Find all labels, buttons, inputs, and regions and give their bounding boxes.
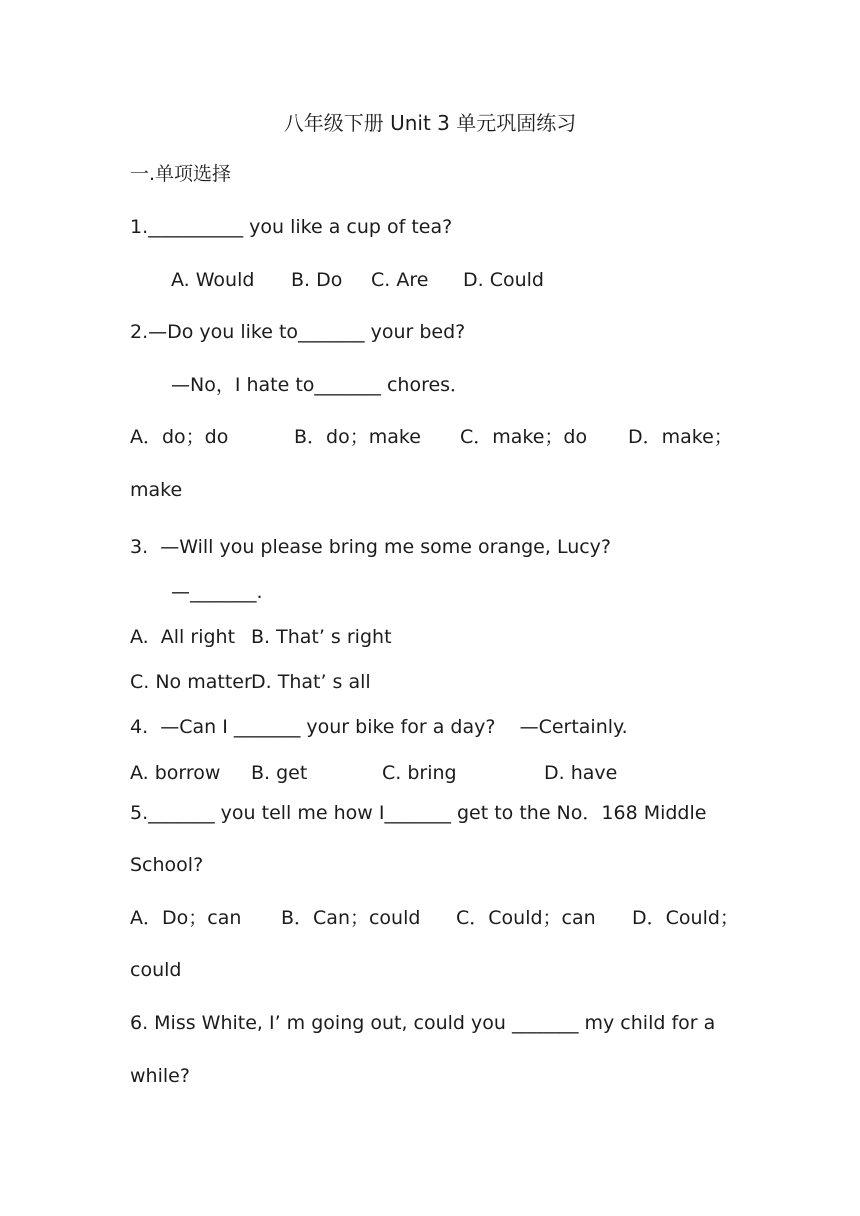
page-title: 八年级下册 Unit 3 单元巩固练习 — [283, 111, 577, 135]
question-3-option-a: A. All right — [130, 626, 236, 648]
question-2-option-a: A．do；do — [130, 426, 229, 448]
question-1-stem: 1.__________ you like a cup of tea? — [130, 216, 453, 238]
question-1-option-d: D. Could — [463, 269, 544, 291]
question-3-stem: 3. —Will you please bring me some orange, Lucy? — [130, 536, 612, 558]
question-2-reply: —No，I hate to_______ chores． — [171, 374, 470, 396]
question-6-stem-wrap: while? — [130, 1065, 190, 1087]
question-4-option-c: C. bring — [382, 762, 457, 784]
question-1-option-b: B. Do — [291, 269, 343, 291]
question-4-option-a: A. borrow — [130, 762, 221, 784]
question-5-option-c: C．Could；can — [456, 907, 596, 929]
section-heading: 一.单项选择 — [130, 163, 232, 185]
question-3-option-d: D. That’ s all — [251, 671, 371, 693]
question-5-stem-wrap: School? — [130, 854, 204, 876]
question-4-option-b: B. get — [251, 762, 308, 784]
question-1-option-c: C. Are — [371, 269, 429, 291]
question-4-stem: 4. —Can I _______ your bike for a day? —Certainly. — [130, 716, 628, 738]
question-3-option-c: C. No matter — [130, 671, 252, 693]
question-1-option-a: A. Would — [171, 269, 255, 291]
question-4-option-d: D. have — [544, 762, 618, 784]
question-6-stem: 6. Miss White, I’ m going out, could you _______ my child for a — [130, 1012, 716, 1034]
question-2-option-d-wrap: make — [130, 479, 183, 501]
question-2-option-d: D．make； — [628, 426, 733, 448]
question-3-reply: —_______. — [171, 581, 263, 603]
question-3-option-b: B. That’ s right — [251, 626, 392, 648]
question-5-option-d-wrap: could — [130, 959, 182, 981]
question-5-option-b: B．Can；could — [281, 907, 421, 929]
question-2-option-c: C．make；do — [460, 426, 588, 448]
question-2-option-b: B．do；make — [294, 426, 421, 448]
question-5-stem: 5._______ you tell me how I_______ get to the No．168 Middle — [130, 802, 707, 824]
question-5-option-d: D．Could； — [632, 907, 739, 929]
question-2-stem: 2.—Do you like to_______ your bed? — [130, 321, 466, 343]
question-5-option-a: A．Do；can — [130, 907, 242, 929]
